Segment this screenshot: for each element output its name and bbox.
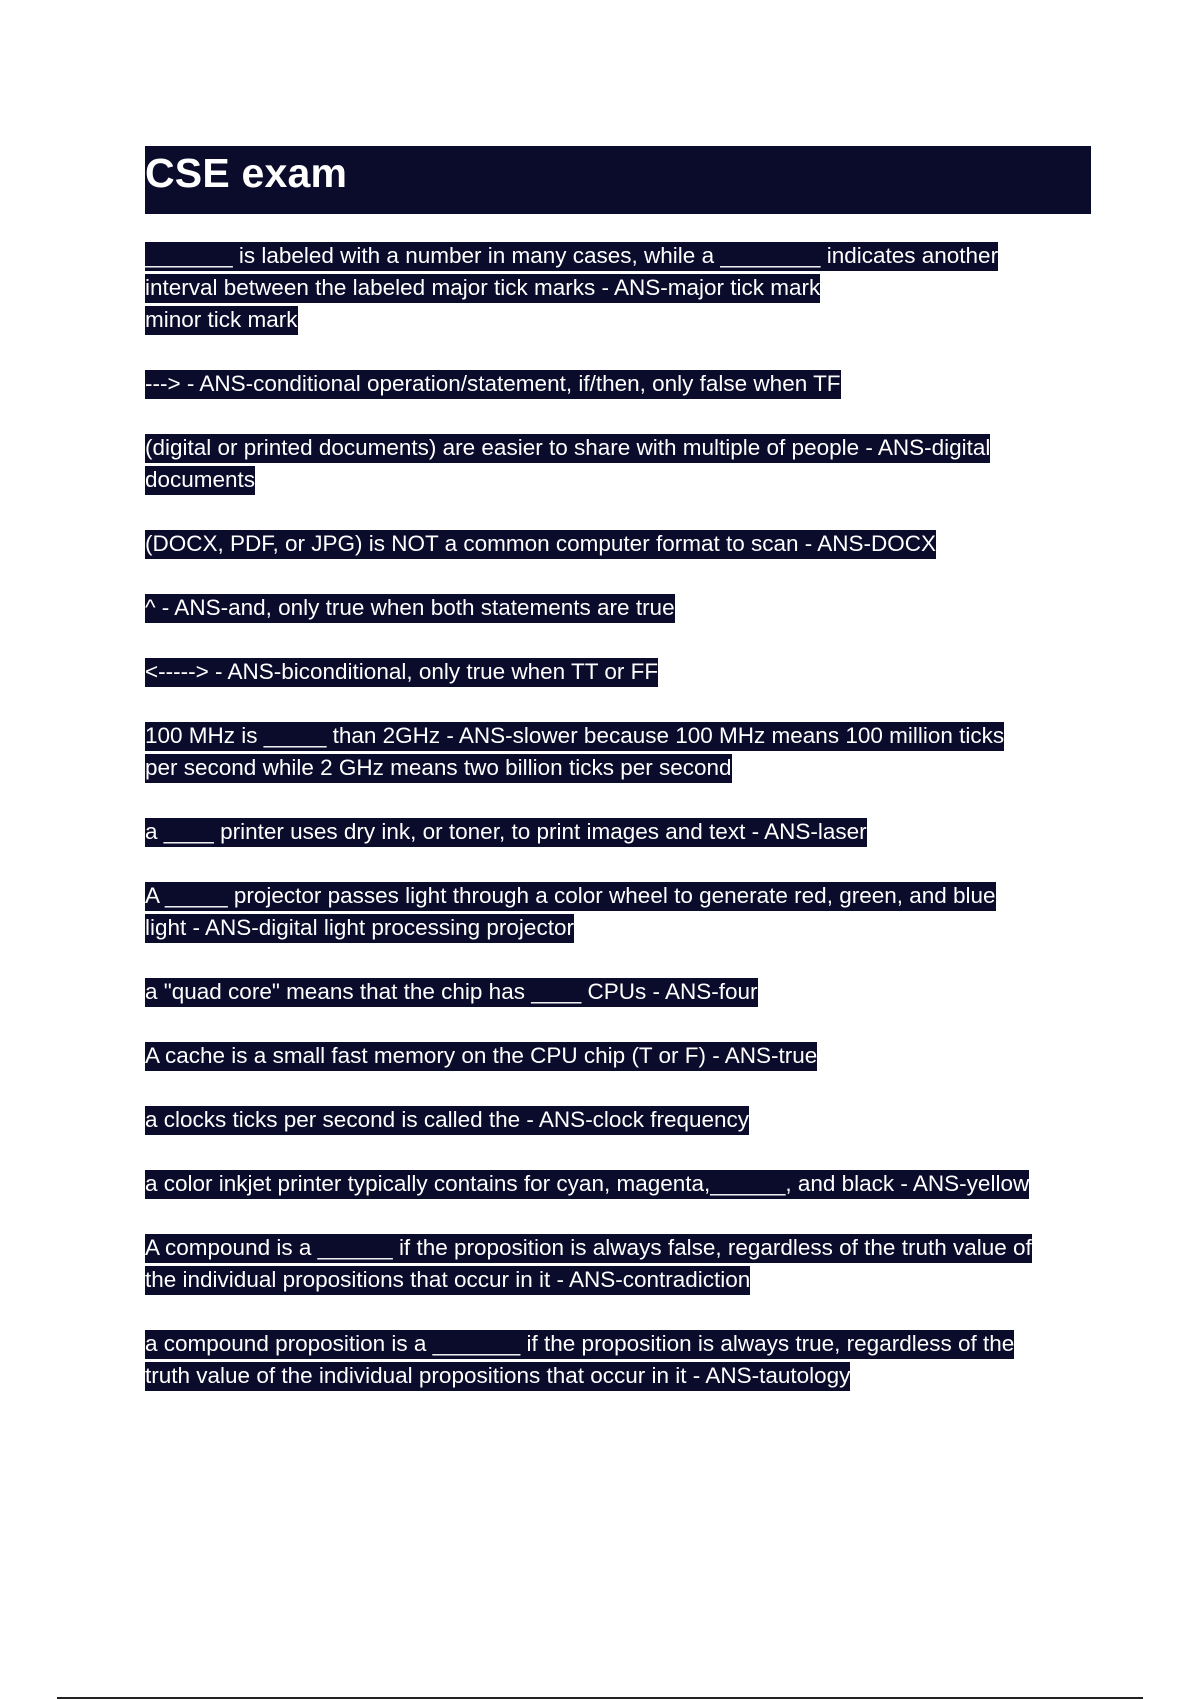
qa-line: a ____ printer uses dry ink, or toner, to print images and text - ANS-laser	[145, 818, 867, 847]
qa-line: ^ - ANS-and, only true when both statements are true	[145, 594, 675, 623]
qa-item	[145, 1168, 1095, 1200]
qa-item	[145, 1104, 1095, 1136]
qa-item	[145, 1040, 1095, 1072]
qa-line: 100 MHz is _____ than 2GHz - ANS-slower because 100 MHz means 100 million ticks	[145, 722, 1004, 751]
qa-item	[145, 528, 1095, 560]
qa-line: a "quad core" means that the chip has ____ CPUs - ANS-four	[145, 978, 758, 1007]
qa-line: per second while 2 GHz means two billion ticks per second	[145, 754, 732, 783]
qa-item	[145, 240, 1095, 336]
qa-line: a clocks ticks per second is called the - ANS-clock frequency	[145, 1106, 749, 1135]
qa-item	[145, 1328, 1095, 1392]
qa-line: documents	[145, 466, 255, 495]
qa-line: <-----> - ANS-biconditional, only true when TT or FF	[145, 658, 658, 687]
qa-item	[145, 368, 1095, 400]
qa-item	[145, 592, 1095, 624]
qa-line: interval between the labeled major tick marks - ANS-major tick mark	[145, 274, 820, 303]
qa-line: ---> - ANS-conditional operation/statement, if/then, only false when TF	[145, 370, 841, 399]
qa-line: a compound proposition is a _______ if the proposition is always true, regardless of the	[145, 1330, 1014, 1359]
bottom-divider	[57, 1697, 1143, 1699]
qa-line: _______ is labeled with a number in many cases, while a ________ indicates another	[145, 242, 998, 271]
qa-item	[145, 432, 1095, 496]
qa-item	[145, 656, 1095, 688]
qa-item	[145, 816, 1095, 848]
qa-line: truth value of the individual propositions that occur in it - ANS-tautology	[145, 1362, 850, 1391]
qa-line: light - ANS-digital light processing projector	[145, 914, 574, 943]
qa-line: the individual propositions that occur in it - ANS-contradiction	[145, 1266, 750, 1295]
qa-item	[145, 720, 1095, 784]
qa-line: (digital or printed documents) are easier to share with multiple of people - ANS-digital	[145, 434, 990, 463]
qa-line: (DOCX, PDF, or JPG) is NOT a common computer format to scan - ANS-DOCX	[145, 530, 936, 559]
qa-line: A compound is a ______ if the proposition is always false, regardless of the truth value of	[145, 1234, 1032, 1263]
page-title: CSE exam	[145, 150, 348, 196]
qa-line: A _____ projector passes light through a color wheel to generate red, green, and blue	[145, 882, 996, 911]
qa-item	[145, 976, 1095, 1008]
qa-item	[145, 880, 1095, 944]
title-bar	[145, 146, 1091, 214]
qa-line: a color inkjet printer typically contains for cyan, magenta,______, and black - ANS-yellow	[145, 1170, 1029, 1199]
qa-line: minor tick mark	[145, 306, 298, 335]
qa-line: A cache is a small fast memory on the CPU chip (T or F) - ANS-true	[145, 1042, 817, 1071]
qa-item	[145, 1232, 1095, 1296]
